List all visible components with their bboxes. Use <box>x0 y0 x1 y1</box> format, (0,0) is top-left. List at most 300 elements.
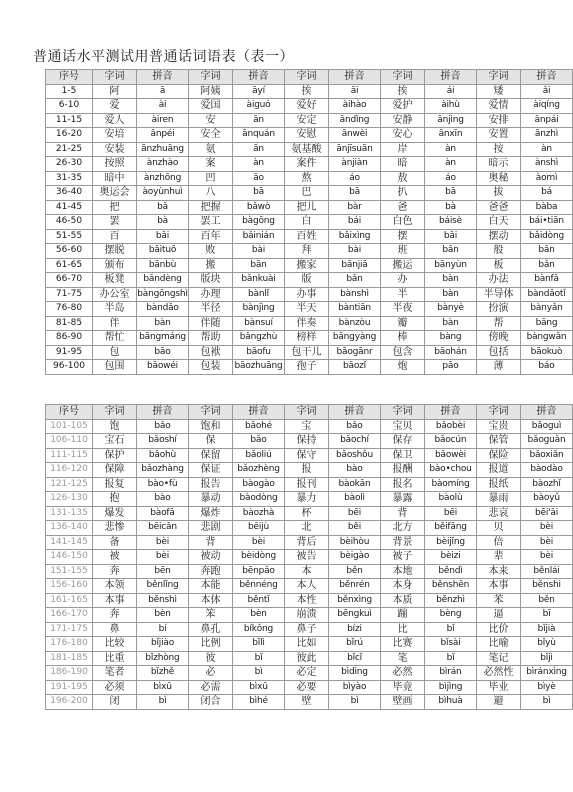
word-cell: 安培 <box>93 128 137 143</box>
pinyin-cell: bèidòng <box>233 550 285 565</box>
word-cell: 扮演 <box>477 302 521 317</box>
word-cell: 半 <box>381 287 425 302</box>
word-cell: 本领 <box>93 579 137 594</box>
word-cell: 安全 <box>189 128 233 143</box>
row-number: 36-40 <box>46 186 93 201</box>
word-cell: 比赛 <box>381 637 425 652</box>
pinyin-cell: bǎwò <box>233 200 285 215</box>
word-cell: 阿 <box>93 84 137 99</box>
word-cell: 本来 <box>477 564 521 579</box>
word-cell: 鼻子 <box>285 622 329 637</box>
row-number: 171-175 <box>46 622 93 637</box>
word-cell: 百 <box>93 229 137 244</box>
table-row <box>46 287 573 302</box>
word-cell: 挨 <box>381 84 425 99</box>
pinyin-cell: bǎn <box>329 273 381 288</box>
word-cell: 闭合 <box>189 695 233 710</box>
pinyin-cell: ānpéi <box>137 128 189 143</box>
row-number: 146-150 <box>46 550 93 565</box>
pinyin-cell: àihù <box>425 99 477 114</box>
pinyin-cell: bǎohé <box>233 419 285 434</box>
word-cell: 办公室 <box>93 287 137 302</box>
table-row <box>46 506 573 521</box>
pinyin-cell: bǐzhòng <box>137 651 189 666</box>
word-cell: 凹 <box>189 171 233 186</box>
pinyin-cell: bèijǐng <box>425 535 477 550</box>
pinyin-cell: bǎo <box>137 419 189 434</box>
row-number: 91-95 <box>46 345 93 360</box>
column-header: 拼音 <box>233 70 285 85</box>
pinyin-cell: bǐyù <box>521 637 573 652</box>
pinyin-cell: bēngkuì <box>329 608 381 623</box>
word-cell: 爱 <box>93 99 137 114</box>
pinyin-cell: bǎohù <box>137 448 189 463</box>
pinyin-cell: bànlǐ <box>233 287 285 302</box>
pinyin-cell: běi <box>329 521 381 536</box>
word-cell: 必须 <box>93 680 137 695</box>
pinyin-cell: bǎoguì <box>521 419 573 434</box>
pinyin-cell: bìyào <box>329 680 381 695</box>
column-header: 拼音 <box>425 405 477 420</box>
word-cell: 比价 <box>477 622 521 637</box>
pinyin-cell: bāo <box>137 345 189 360</box>
pinyin-cell: bèigào <box>329 550 381 565</box>
pinyin-cell: bā <box>233 186 285 201</box>
row-number: 151-155 <box>46 564 93 579</box>
pinyin-cell: bāng <box>521 316 573 331</box>
column-header: 字词 <box>477 405 521 420</box>
pinyin-cell: bǎo <box>233 434 285 449</box>
word-cell: 笔 <box>381 651 425 666</box>
pinyin-cell: běnrén <box>329 579 381 594</box>
word-cell: 颁布 <box>93 258 137 273</box>
word-cell: 版块 <box>189 273 233 288</box>
pinyin-cell: bāowéi <box>137 360 189 375</box>
pinyin-cell: bǎoliú <box>233 448 285 463</box>
pinyin-cell: bào <box>137 492 189 507</box>
word-cell: 爱情 <box>477 99 521 114</box>
pinyin-cell: bàngōngshì <box>137 287 189 302</box>
pinyin-cell: ái <box>425 84 477 99</box>
pinyin-cell: bìrán <box>425 666 477 681</box>
word-cell: 搬家 <box>285 258 329 273</box>
table-row <box>46 535 573 550</box>
row-number: 51-55 <box>46 229 93 244</box>
pinyin-cell: bǎo <box>329 419 381 434</box>
table-row <box>46 492 573 507</box>
word-cell: 案件 <box>285 157 329 172</box>
pinyin-cell: běnlǐng <box>137 579 189 594</box>
pinyin-cell: bàgōng <box>233 215 285 230</box>
pinyin-cell: bài <box>329 244 381 259</box>
word-cell: 暴露 <box>381 492 425 507</box>
pinyin-cell: bào <box>329 463 381 478</box>
word-cell: 包括 <box>477 345 521 360</box>
row-number: 191-195 <box>46 680 93 695</box>
column-header: 序号 <box>46 70 93 85</box>
word-cell: 保守 <box>285 448 329 463</box>
pinyin-cell: bàoyǔ <box>521 492 573 507</box>
table-row <box>46 651 573 666</box>
pinyin-cell: bàn <box>425 316 477 331</box>
table-row <box>46 666 573 681</box>
word-cell: 板凳 <box>93 273 137 288</box>
row-number: 76-80 <box>46 302 93 317</box>
pinyin-cell: bǎndèng <box>137 273 189 288</box>
pinyin-cell: bàba <box>521 200 573 215</box>
pinyin-cell: bǐzhě <box>137 666 189 681</box>
word-cell: 贝 <box>477 521 521 536</box>
word-cell: 保护 <box>93 448 137 463</box>
word-cell: 悲惨 <box>93 521 137 536</box>
pinyin-cell: ài <box>137 99 189 114</box>
word-cell: 被告 <box>285 550 329 565</box>
word-cell: 百年 <box>189 229 233 244</box>
word-cell: 罢 <box>93 215 137 230</box>
pinyin-cell: běifāng <box>425 521 477 536</box>
pinyin-cell: bàng <box>425 331 477 346</box>
row-number: 131-135 <box>46 506 93 521</box>
pinyin-cell: báo <box>521 360 573 375</box>
word-cell: 安排 <box>477 113 521 128</box>
word-cell: 包 <box>93 345 137 360</box>
word-cell: 半岛 <box>93 302 137 317</box>
page-title: 普通话水平测试用普通话词语表（表一） <box>33 49 294 65</box>
word-cell: 办事 <box>285 287 329 302</box>
word-cell: 必 <box>189 666 233 681</box>
word-cell: 壁画 <box>381 695 425 710</box>
word-cell: 报 <box>285 463 329 478</box>
word-cell: 白天 <box>477 215 521 230</box>
table-row <box>46 258 573 273</box>
word-cell: 背后 <box>285 535 329 550</box>
row-number: 26-30 <box>46 157 93 172</box>
pinyin-cell: běnnéng <box>233 579 285 594</box>
column-header: 拼音 <box>521 70 573 85</box>
pinyin-cell: àiren <box>137 113 189 128</box>
word-cell: 安装 <box>93 142 137 157</box>
column-header: 序号 <box>46 405 93 420</box>
row-number: 106-110 <box>46 434 93 449</box>
pinyin-cell: āyí <box>233 84 285 99</box>
word-cell: 半天 <box>285 302 329 317</box>
word-cell: 搬运 <box>381 258 425 273</box>
table-row <box>46 200 573 215</box>
pinyin-cell: bǎidòng <box>521 229 573 244</box>
pinyin-cell: běnshēn <box>425 579 477 594</box>
word-cell: 本人 <box>285 579 329 594</box>
pinyin-cell: bǎi <box>137 229 189 244</box>
word-cell: 包干儿 <box>285 345 329 360</box>
pinyin-cell: bānyùn <box>425 258 477 273</box>
pinyin-cell: bìyè <box>521 680 573 695</box>
word-cell: 比如 <box>285 637 329 652</box>
word-cell: 奔 <box>93 564 137 579</box>
table-row <box>46 564 573 579</box>
word-cell: 鼻孔 <box>189 622 233 637</box>
table-row <box>46 521 573 536</box>
word-cell: 保 <box>189 434 233 449</box>
pinyin-cell: bìxū <box>137 680 189 695</box>
pinyin-cell: bì <box>233 666 285 681</box>
word-cell: 毕竟 <box>381 680 425 695</box>
table-row <box>46 215 573 230</box>
word-cell: 挨 <box>285 84 329 99</box>
row-number: 186-190 <box>46 666 93 681</box>
word-cell: 半导体 <box>477 287 521 302</box>
word-cell: 包装 <box>189 360 233 375</box>
word-cell: 安置 <box>477 128 521 143</box>
word-cell: 把儿 <box>285 200 329 215</box>
pinyin-cell: àiguó <box>233 99 285 114</box>
word-cell: 氨基酸 <box>285 142 329 157</box>
pinyin-cell: bì <box>521 695 573 710</box>
pinyin-cell: bǎoxiǎn <box>521 448 573 463</box>
table-row <box>46 244 573 259</box>
word-cell: 奥秘 <box>477 171 521 186</box>
row-number: 61-65 <box>46 258 93 273</box>
word-cell: 本 <box>285 564 329 579</box>
word-cell: 报名 <box>381 477 425 492</box>
word-cell: 闭 <box>93 695 137 710</box>
word-cell: 办法 <box>477 273 521 288</box>
pinyin-cell: bāngmáng <box>137 331 189 346</box>
word-cell: 摆 <box>381 229 425 244</box>
word-cell: 彼此 <box>285 651 329 666</box>
pinyin-cell: bànyǎn <box>521 302 573 317</box>
pinyin-cell: bàomíng <box>425 477 477 492</box>
row-number: 71-75 <box>46 287 93 302</box>
table-row <box>46 463 573 478</box>
word-cell: 按照 <box>93 157 137 172</box>
word-cell: 悲剧 <box>189 521 233 536</box>
word-cell: 暗中 <box>93 171 137 186</box>
pinyin-cell: ān <box>233 142 285 157</box>
pinyin-cell: bàodào <box>521 463 573 478</box>
pinyin-cell: bāofu <box>233 345 285 360</box>
row-number: 86-90 <box>46 331 93 346</box>
pinyin-cell: bǎowèi <box>425 448 477 463</box>
word-cell: 宝贝 <box>381 419 425 434</box>
word-cell: 壁 <box>285 695 329 710</box>
pinyin-cell: běndì <box>425 564 477 579</box>
pinyin-cell: bǎozhèng <box>233 463 285 478</box>
column-header: 字词 <box>381 405 425 420</box>
row-number: 161-165 <box>46 593 93 608</box>
word-cell: 拜 <box>285 244 329 259</box>
pinyin-cell: bān <box>233 258 285 273</box>
pinyin-cell: ān <box>233 113 285 128</box>
pinyin-cell: bāokuò <box>521 345 573 360</box>
word-cell: 必需 <box>189 680 233 695</box>
word-cell: 笔记 <box>477 651 521 666</box>
word-cell: 报刊 <box>285 477 329 492</box>
word-cell: 本质 <box>381 593 425 608</box>
word-cell: 岸 <box>381 142 425 157</box>
word-cell: 氨 <box>189 142 233 157</box>
word-cell: 爸爸 <box>477 200 521 215</box>
pinyin-cell: àiqíng <box>521 99 573 114</box>
pinyin-cell: ǎi <box>521 84 573 99</box>
pinyin-cell: bǐcǐ <box>329 651 381 666</box>
word-cell: 辈 <box>477 550 521 565</box>
table-row <box>46 680 573 695</box>
word-cell: 报道 <box>477 463 521 478</box>
table-header-row <box>46 405 573 420</box>
pinyin-cell: bǐ <box>425 651 477 666</box>
row-number: 196-200 <box>46 695 93 710</box>
word-cell: 本能 <box>189 579 233 594</box>
column-header: 拼音 <box>329 70 381 85</box>
word-cell: 巴 <box>285 186 329 201</box>
word-cell: 帮 <box>477 316 521 331</box>
pinyin-cell: bàngwǎn <box>521 331 573 346</box>
word-cell: 罢工 <box>189 215 233 230</box>
pinyin-cell: bǐjì <box>521 651 573 666</box>
pinyin-cell: bèi <box>233 535 285 550</box>
word-cell: 包袱 <box>189 345 233 360</box>
pinyin-cell: bái <box>329 215 381 230</box>
pinyin-cell: bǎi <box>425 229 477 244</box>
table-row <box>46 229 573 244</box>
pinyin-cell: bàndǎo <box>137 302 189 317</box>
pinyin-cell: běnzhì <box>425 593 477 608</box>
pinyin-cell: àihào <box>329 99 381 114</box>
word-cell: 奥运会 <box>93 186 137 201</box>
word-cell: 杯 <box>285 506 329 521</box>
pinyin-cell: bēnpǎo <box>233 564 285 579</box>
pinyin-cell: ānzhì <box>521 128 573 143</box>
column-header: 拼音 <box>137 405 189 420</box>
pinyin-cell: āi <box>329 84 381 99</box>
word-cell: 背景 <box>381 535 425 550</box>
word-cell: 必然性 <box>477 666 521 681</box>
word-cell: 报复 <box>93 477 137 492</box>
word-cell: 奔跑 <box>189 564 233 579</box>
pinyin-cell: bà <box>425 200 477 215</box>
word-cell: 宝贵 <box>477 419 521 434</box>
word-cell: 报纸 <box>477 477 521 492</box>
pinyin-cell: běntǐ <box>233 593 285 608</box>
table-row <box>46 316 573 331</box>
word-cell: 安定 <box>285 113 329 128</box>
word-cell: 必定 <box>285 666 329 681</box>
row-number: 121-125 <box>46 477 93 492</box>
word-cell: 爱国 <box>189 99 233 114</box>
word-cell: 备 <box>93 535 137 550</box>
word-cell: 爸 <box>381 200 425 215</box>
pinyin-cell: áo <box>425 171 477 186</box>
pinyin-cell: bèi <box>137 535 189 550</box>
row-number: 141-145 <box>46 535 93 550</box>
column-header: 字词 <box>93 70 137 85</box>
word-cell: 按 <box>477 142 521 157</box>
pinyin-cell: àn <box>233 157 285 172</box>
pinyin-cell: āo <box>233 171 285 186</box>
pinyin-cell: bìránxìng <box>521 666 573 681</box>
pinyin-cell: bāozǐ <box>329 360 381 375</box>
word-cell: 宝石 <box>93 434 137 449</box>
row-number: 176-180 <box>46 637 93 652</box>
word-cell: 暴雨 <box>477 492 521 507</box>
row-number: 81-85 <box>46 316 93 331</box>
pinyin-cell: bāozhuāng <box>233 360 285 375</box>
word-cell: 办理 <box>189 287 233 302</box>
table-row <box>46 273 573 288</box>
pinyin-cell: ānquán <box>233 128 285 143</box>
word-cell: 棒 <box>381 331 425 346</box>
word-cell: 保持 <box>285 434 329 449</box>
table-row <box>46 608 573 623</box>
pinyin-cell: bàogào <box>233 477 285 492</box>
pinyin-cell: bìxū <box>233 680 285 695</box>
pinyin-cell: bānbù <box>137 258 189 273</box>
pinyin-cell: bèn <box>137 608 189 623</box>
pinyin-cell: bìjìng <box>425 680 477 695</box>
pinyin-cell: bèihòu <box>329 535 381 550</box>
table-row <box>46 186 573 201</box>
word-cell: 比较 <box>93 637 137 652</box>
pinyin-cell: bì <box>137 695 189 710</box>
word-cell: 保障 <box>93 463 137 478</box>
pinyin-cell: bàr <box>329 200 381 215</box>
word-cell: 伴 <box>93 316 137 331</box>
word-cell: 拔 <box>477 186 521 201</box>
pinyin-cell: bèng <box>425 608 477 623</box>
word-cell: 北 <box>285 521 329 536</box>
word-cell: 爆发 <box>93 506 137 521</box>
vocabulary-table-2 <box>45 404 573 710</box>
table-row <box>46 142 573 157</box>
pinyin-cell: bǎn <box>521 258 573 273</box>
pinyin-cell: bǎnkuài <box>233 273 285 288</box>
pinyin-cell: běn <box>329 564 381 579</box>
word-cell: 鼻 <box>93 622 137 637</box>
pinyin-cell: bàntiān <box>329 302 381 317</box>
word-cell: 摆脱 <box>93 244 137 259</box>
table-row <box>46 128 573 143</box>
word-cell: 包含 <box>381 345 425 360</box>
pinyin-cell: bǐ <box>233 651 285 666</box>
pinyin-cell: bèi <box>137 550 189 565</box>
word-cell: 笨 <box>189 608 233 623</box>
pinyin-cell: běnxìng <box>329 593 381 608</box>
pinyin-cell: ànjiàn <box>329 157 381 172</box>
table-row <box>46 434 573 449</box>
pinyin-cell: bàndǎotǐ <box>521 287 573 302</box>
word-cell: 被子 <box>381 550 425 565</box>
pinyin-cell: bànjìng <box>233 302 285 317</box>
pinyin-cell: bài <box>233 244 285 259</box>
table-row <box>46 360 573 375</box>
row-number: 96-100 <box>46 360 93 375</box>
word-cell: 本体 <box>189 593 233 608</box>
pinyin-cell: bǎocún <box>425 434 477 449</box>
word-cell: 傍晚 <box>477 331 521 346</box>
row-number: 41-45 <box>46 200 93 215</box>
word-cell: 比 <box>381 622 425 637</box>
pinyin-cell: bǎozhàng <box>137 463 189 478</box>
word-cell: 暴力 <box>285 492 329 507</box>
pinyin-cell: bí <box>137 622 189 637</box>
pinyin-cell: ānzhuāng <box>137 142 189 157</box>
word-cell: 伴随 <box>189 316 233 331</box>
pinyin-cell: bǎobèi <box>425 419 477 434</box>
pinyin-cell: bǐsài <box>425 637 477 652</box>
word-cell: 把 <box>93 200 137 215</box>
word-cell: 敖 <box>381 171 425 186</box>
column-header: 字词 <box>381 70 425 85</box>
